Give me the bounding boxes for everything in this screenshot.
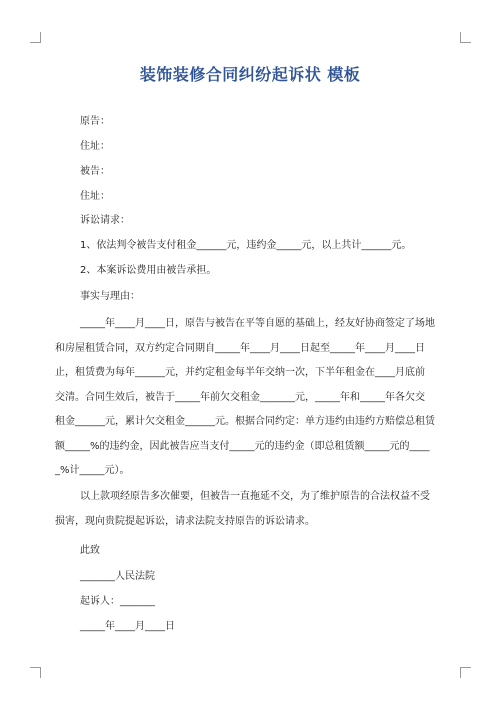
document-title: 装饰装修合同纠纷起诉状 模板 — [139, 65, 361, 84]
facts-paragraph — [55, 312, 440, 484]
claim-item-2: 2、本案诉讼费用由被告承担。 — [80, 265, 217, 276]
salutation: 此致 — [80, 545, 100, 556]
claims-heading: 诉讼请求： — [80, 215, 130, 226]
facts-line: _____年____月____日，原告与被告在平等自愿的基础上，经友好协商签定了场地 — [80, 318, 435, 329]
plaintiff-address-label: 住址： — [80, 141, 110, 152]
conclusion-line: 损害，现向贵院提起诉讼，请求法院支持原告的诉讼请求。 — [55, 515, 315, 527]
crop-mark-bottom-right — [460, 667, 471, 678]
facts-line: 和房屋租赁合同，双方约定合同期自_____年____月____日起至_____年____月____日 — [55, 342, 425, 354]
facts-line: 额_____%的违约金，因此被告应当支付_____元的违约金（即总租赁额_____元的____ — [55, 440, 430, 452]
crop-mark-bottom-left — [30, 667, 41, 678]
signer-line: 起诉人：_______ — [80, 596, 155, 607]
claim-item-1: 1、依法判令被告支付租金______元，违约金_____元，以上共计______元。 — [80, 240, 412, 251]
facts-line: _%计_____元）。 — [55, 465, 130, 476]
facts-line: 交清。合同生效后，被告于_____年前欠交租金_______元，_____年和_____年各欠交 — [55, 391, 425, 403]
defendant-address-label: 住址： — [80, 191, 110, 202]
facts-heading: 事实与理由： — [80, 291, 140, 302]
conclusion-paragraph — [55, 485, 440, 534]
date-line: _____年____月____日 — [80, 621, 175, 632]
court-line: _______人民法院 — [80, 571, 155, 582]
plaintiff-label: 原告： — [80, 116, 110, 127]
defendant-label: 被告： — [80, 166, 110, 177]
facts-line: 止，租赁费为每年______元，并约定租金每半年交纳一次，下半年租金在____月底前 — [55, 367, 425, 378]
facts-line: 租金______元，累计欠交租金______元。根据合同约定：单方违约由违约方赔偿总租赁 — [55, 416, 435, 427]
conclusion-line: 以上款项经原告多次催要，但被告一直拖延不交，为了维护原告的合法权益不受 — [80, 491, 430, 502]
crop-mark-top-left — [30, 32, 41, 43]
crop-mark-top-right — [460, 32, 471, 43]
